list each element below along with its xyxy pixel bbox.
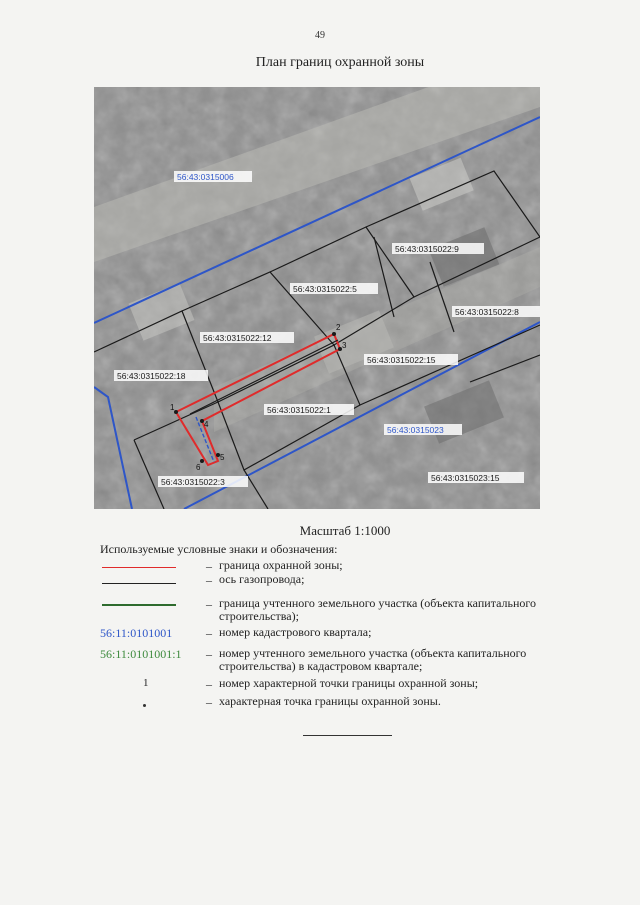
legend-heading: Используемые условные знаки и обозначения: <box>100 542 338 556</box>
parcel-label: 56:43:0315022:1 <box>267 405 331 415</box>
point-label: 6 <box>196 463 201 472</box>
legend-text: граница охранной зоны; <box>219 558 343 572</box>
legend-dash: – <box>206 626 212 640</box>
parcel-label: 56:43:0315022:18 <box>117 371 186 381</box>
parcel-label: 56:43:0315022:3 <box>161 477 225 487</box>
map-scale: Масштаб 1:1000 <box>299 523 391 538</box>
point-number-sample: 1 <box>143 677 149 689</box>
legend-text: характерная точка границы охранной зоны. <box>219 694 441 708</box>
quarter-label: 56:43:0315006 <box>177 172 234 182</box>
parcel-label: 56:43:0315022:8 <box>455 307 519 317</box>
legend-dash: – <box>206 695 212 709</box>
legend-text: номер учтенного земельного участка (объекта капитального строительства) в кадастровом квартале; <box>219 646 527 673</box>
legend-text: номер характерной точки границы охранной зоны; <box>219 676 479 690</box>
parcel-label: 56:43:0315023:15 <box>431 473 500 483</box>
point-dot-symbol <box>143 704 146 707</box>
point-label: 3 <box>342 341 347 350</box>
quarter-label: 56:43:0315023 <box>387 425 444 435</box>
parcel-label: 56:43:0315022:5 <box>293 284 357 294</box>
legend-dash: – <box>206 559 212 573</box>
point-label: 5 <box>220 453 225 462</box>
end-rule <box>303 735 392 736</box>
green-line-symbol <box>102 604 176 606</box>
parcel-label: 56:43:0315022:9 <box>395 244 459 254</box>
cadastral-map <box>94 87 540 509</box>
page-number: 49 <box>315 30 325 41</box>
plan-title: План границ охранной зоны <box>255 55 425 70</box>
legend-dash: – <box>206 647 212 661</box>
point-label: 2 <box>336 323 341 332</box>
legend-text: номер кадастрового квартала; <box>219 625 372 639</box>
point-label: 1 <box>170 403 175 412</box>
parcel-code-sample: 56:11:0101001:1 <box>100 647 182 661</box>
quarter-code-sample: 56:11:0101001 <box>100 626 173 640</box>
legend-dash: – <box>206 597 212 611</box>
legend-dash: – <box>206 677 212 691</box>
parcel-label: 56:43:0315022:12 <box>203 333 272 343</box>
axis-line-symbol <box>102 583 176 584</box>
point-label: 4 <box>204 420 209 429</box>
legend-text: граница учтенного земельного участка (объекта капитального строительства); <box>219 596 537 623</box>
parcel-label: 56:43:0315022:15 <box>367 355 436 365</box>
red-line-symbol <box>102 567 176 568</box>
legend-dash: – <box>206 573 212 587</box>
legend-text: ось газопровода; <box>219 572 305 586</box>
